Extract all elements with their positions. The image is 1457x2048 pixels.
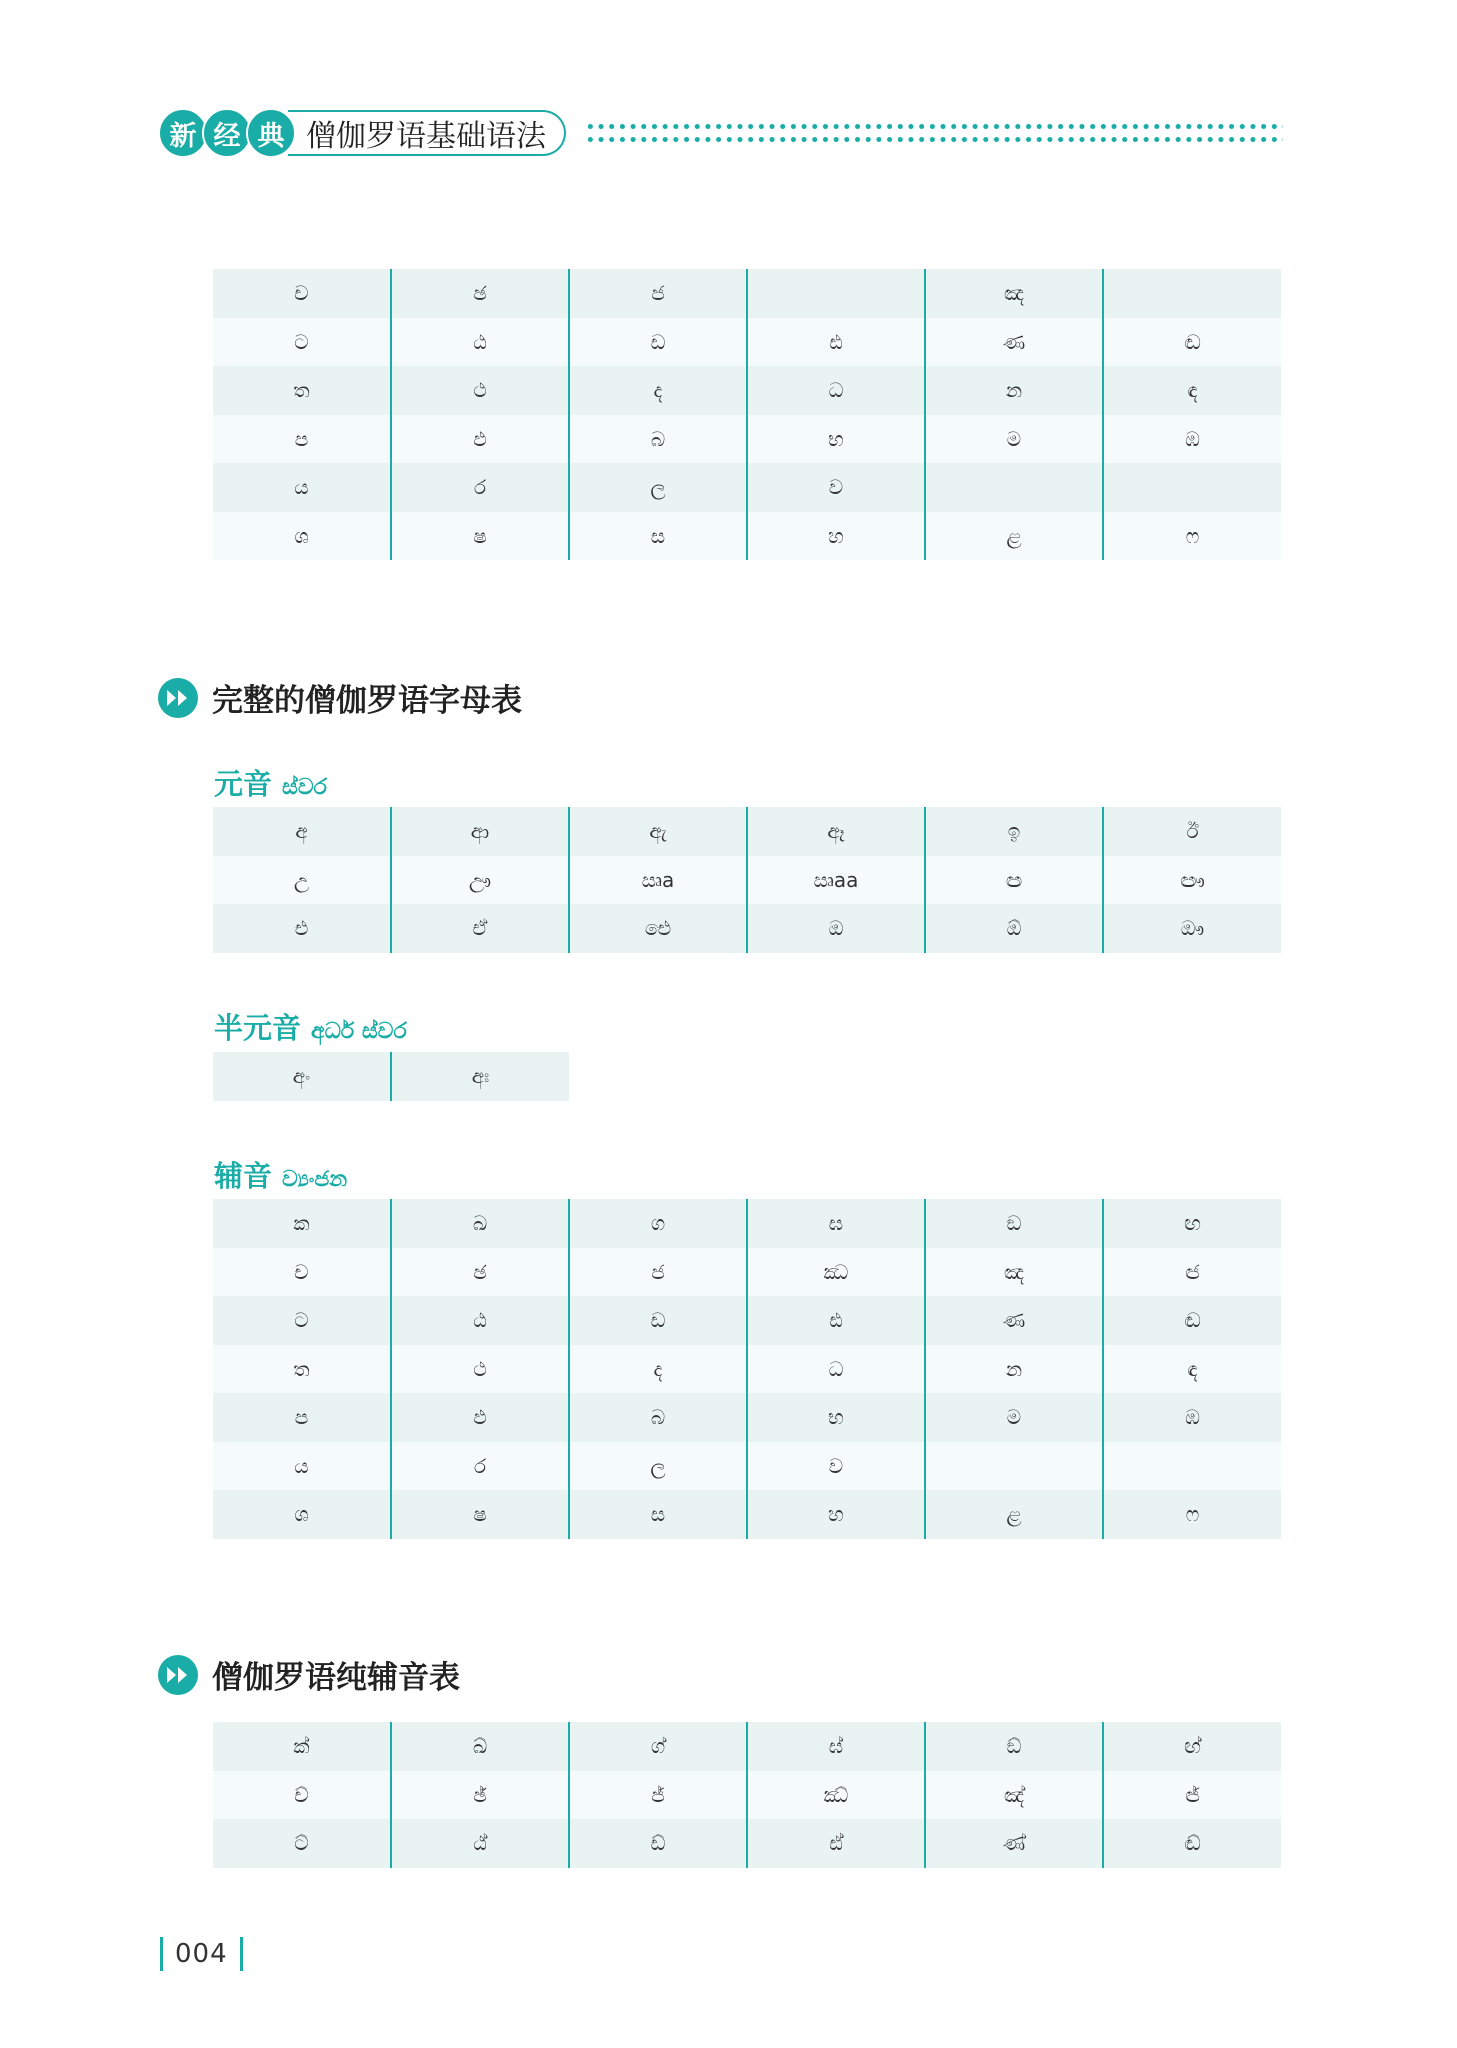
letter-cell: ඤ් — [925, 1771, 1103, 1820]
letter-cell: ට — [213, 1296, 391, 1345]
letter-cell: න — [925, 366, 1103, 415]
letter-cell: ඛ් — [391, 1722, 569, 1771]
letter-cell: ඪ් — [747, 1819, 925, 1868]
letter-cell: ඨ — [391, 318, 569, 367]
letter-cell: ට් — [213, 1819, 391, 1868]
book-title: 僧伽罗语基础语法 — [288, 110, 566, 156]
running-header — [158, 108, 566, 158]
letter-cell: භ — [747, 1393, 925, 1442]
letter-cell: ඹ — [1103, 415, 1281, 464]
subheading-semivowels — [214, 1006, 407, 1047]
section-title: 完整的僧伽罗语字母表 — [212, 683, 522, 719]
table-row — [213, 1345, 1281, 1394]
letter-cell: ජ් — [569, 1771, 747, 1820]
table-row — [213, 1199, 1281, 1248]
fast-forward-icon — [158, 678, 198, 718]
letter-cell: ච — [213, 1248, 391, 1297]
letter-cell: ම — [925, 1393, 1103, 1442]
letter-cell: ග — [569, 1199, 747, 1248]
letter-cell: ණ — [925, 1296, 1103, 1345]
letter-cell: හ — [747, 512, 925, 561]
series-badge: 典 — [246, 108, 296, 158]
letter-cell: ඇ — [569, 807, 747, 856]
table-row — [213, 1490, 1281, 1539]
section-title: 僧伽罗语纯辅音表 — [212, 1660, 460, 1696]
table-row — [213, 1393, 1281, 1442]
letter-cell: ම — [925, 415, 1103, 464]
table-row — [213, 1052, 569, 1101]
letter-cell: අ — [213, 807, 391, 856]
table-row — [213, 1248, 1281, 1297]
letter-cell: ඪ — [747, 1296, 925, 1345]
table-row — [213, 1819, 1281, 1868]
letter-cell: ල — [569, 1442, 747, 1491]
page-number-block — [160, 1936, 243, 1972]
letter-cell: ෆ — [1103, 1490, 1281, 1539]
letter-cell: ඤ — [925, 1248, 1103, 1297]
subheading-vowels — [214, 762, 327, 803]
letter-cell: ඡ — [391, 1248, 569, 1297]
section-heading-pure-consonants — [158, 1652, 460, 1697]
series-badges — [158, 108, 290, 158]
letter-cell: ස — [569, 512, 747, 561]
letter-cell: ඌ — [391, 856, 569, 905]
letter-cell: ර — [391, 1442, 569, 1491]
letter-cell: ඦ — [1103, 1248, 1281, 1297]
letter-cell: ධ — [747, 366, 925, 415]
letter-cell: ඤ — [925, 269, 1103, 318]
letter-cell: ධ — [747, 1345, 925, 1394]
subheading-si: ව්‍යංජන — [282, 1167, 348, 1192]
letter-cell: ථ — [391, 1345, 569, 1394]
letter-cell: ඏ — [925, 856, 1103, 905]
letter-cell: ඞ් — [925, 1722, 1103, 1771]
letter-cell: ත — [213, 366, 391, 415]
letter-cell: භ — [747, 415, 925, 464]
letter-cell: ඝ් — [747, 1722, 925, 1771]
letter-cell: ඟ් — [1103, 1722, 1281, 1771]
letter-cell: උ — [213, 856, 391, 905]
pure-consonant-table — [213, 1722, 1281, 1868]
table-row — [213, 512, 1281, 561]
table-row — [213, 318, 1281, 367]
letter-cell: ඬ් — [1103, 1819, 1281, 1868]
letter-cell: න — [925, 1345, 1103, 1394]
letter-cell: ශ — [213, 1490, 391, 1539]
letter-cell: ඒ — [391, 904, 569, 953]
subheading-zh: 半元音 — [214, 1011, 302, 1045]
letter-cell: ඵ — [391, 415, 569, 464]
letter-cell: ඳ — [1103, 366, 1281, 415]
letter-cell: එ — [213, 904, 391, 953]
letter-cell: ඡ — [391, 269, 569, 318]
letter-cell: ඟ — [1103, 1199, 1281, 1248]
letter-cell: ෂ — [391, 1490, 569, 1539]
subheading-zh: 辅音 — [214, 1159, 273, 1193]
letter-cell: ඬ — [1103, 1296, 1281, 1345]
letter-cell: ඉ — [925, 807, 1103, 856]
letter-cell: ඳ — [1103, 1345, 1281, 1394]
letter-cell: ඡ් — [391, 1771, 569, 1820]
consonant-table — [213, 1199, 1281, 1539]
letter-cell: ඝ — [747, 1199, 925, 1248]
letter-cell: ඨ් — [391, 1819, 569, 1868]
letter-cell: ඖ — [1103, 904, 1281, 953]
letter-cell: ඩ — [569, 1296, 747, 1345]
letter-cell: ව — [747, 463, 925, 512]
letter-cell: ට — [213, 318, 391, 367]
letter-cell: ර — [391, 463, 569, 512]
letter-cell: බ — [569, 415, 747, 464]
letter-cell: ප — [213, 1393, 391, 1442]
page-number: 004 — [175, 1939, 228, 1969]
letter-cell: අං — [213, 1052, 391, 1101]
letter-cell: ත — [213, 1345, 391, 1394]
table-row — [213, 904, 1281, 953]
letter-cell: ණ — [925, 318, 1103, 367]
letter-cell: ෆ — [1103, 512, 1281, 561]
letter-cell: ඩ් — [569, 1819, 747, 1868]
subheading-si: ස්වර — [282, 775, 327, 800]
letter-cell: ළ — [925, 1490, 1103, 1539]
letter-cell: ජ — [569, 269, 747, 318]
table-row — [213, 856, 1281, 905]
header-dotted-rule — [585, 120, 1283, 150]
letter-cell: අඃ — [391, 1052, 569, 1101]
letter-cell — [1103, 269, 1281, 318]
letter-cell: ඈ — [747, 807, 925, 856]
fast-forward-icon — [158, 1655, 198, 1695]
letter-cell: ඨ — [391, 1296, 569, 1345]
letter-cell: ඦ් — [1103, 1771, 1281, 1820]
letter-cell: ස — [569, 1490, 747, 1539]
letter-cell: හ — [747, 1490, 925, 1539]
letter-cell: ඍa — [569, 856, 747, 905]
letter-cell: ඛ — [391, 1199, 569, 1248]
consonant-table-continued — [213, 269, 1281, 560]
letter-cell: ඊ — [1103, 807, 1281, 856]
letter-cell: ෂ — [391, 512, 569, 561]
table-row — [213, 1771, 1281, 1820]
letter-cell — [747, 269, 925, 318]
letter-cell: ණ් — [925, 1819, 1103, 1868]
letter-cell: ඩ — [569, 318, 747, 367]
letter-cell: ය — [213, 1442, 391, 1491]
table-row — [213, 366, 1281, 415]
letter-cell: ආ — [391, 807, 569, 856]
letter-cell: ව — [747, 1442, 925, 1491]
letter-cell: ච — [213, 269, 391, 318]
letter-cell: ක් — [213, 1722, 391, 1771]
letter-cell: ඬ — [1103, 318, 1281, 367]
letter-cell: ඵ — [391, 1393, 569, 1442]
semivowel-table — [213, 1052, 569, 1101]
letter-cell: ච් — [213, 1771, 391, 1820]
vowel-table — [213, 807, 1281, 953]
letter-cell — [925, 463, 1103, 512]
letter-cell: ඣ — [747, 1248, 925, 1297]
subheading-consonants — [214, 1154, 347, 1195]
letter-cell: ඪ — [747, 318, 925, 367]
table-row — [213, 1722, 1281, 1771]
table-row — [213, 807, 1281, 856]
letter-cell: ඹ — [1103, 1393, 1281, 1442]
letter-cell: ප — [213, 415, 391, 464]
section-heading-complete-alphabet — [158, 675, 522, 720]
letter-cell: ශ — [213, 512, 391, 561]
subheading-si: අර්ධ ස්වර — [311, 1019, 407, 1044]
letter-cell: ජ — [569, 1248, 747, 1297]
letter-cell: ඔ — [747, 904, 925, 953]
letter-cell: ඍaa — [747, 856, 925, 905]
table-row — [213, 1296, 1281, 1345]
letter-cell: ග් — [569, 1722, 747, 1771]
letter-cell — [925, 1442, 1103, 1491]
subheading-zh: 元音 — [214, 767, 273, 801]
letter-cell: ඐ — [1103, 856, 1281, 905]
letter-cell: ළ — [925, 512, 1103, 561]
page-number-rule — [240, 1937, 243, 1971]
letter-cell: ථ — [391, 366, 569, 415]
letter-cell: ද — [569, 1345, 747, 1394]
letter-cell — [1103, 463, 1281, 512]
series-badge: 新 — [158, 108, 208, 158]
table-row — [213, 463, 1281, 512]
letter-cell: ද — [569, 366, 747, 415]
table-row — [213, 1442, 1281, 1491]
letter-cell: ල — [569, 463, 747, 512]
letter-cell: ඣ් — [747, 1771, 925, 1820]
table-row — [213, 415, 1281, 464]
letter-cell: ඓ — [569, 904, 747, 953]
letter-cell — [1103, 1442, 1281, 1491]
letter-cell: බ — [569, 1393, 747, 1442]
table-row — [213, 269, 1281, 318]
letter-cell: ඕ — [925, 904, 1103, 953]
letter-cell: ඞ — [925, 1199, 1103, 1248]
letter-cell: ය — [213, 463, 391, 512]
series-badge: 经 — [202, 108, 252, 158]
letter-cell: ක — [213, 1199, 391, 1248]
